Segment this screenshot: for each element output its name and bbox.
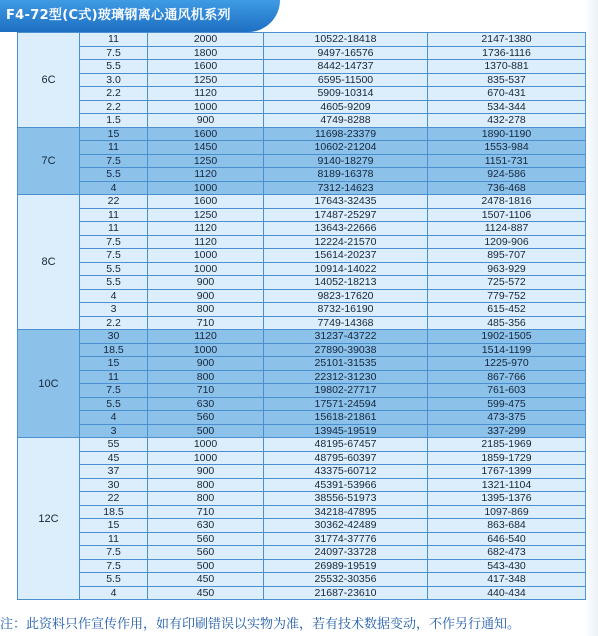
- airflow-cell: 25532-30356: [264, 573, 428, 587]
- speed-cell: 1000: [148, 343, 264, 357]
- table-row: [18, 289, 586, 303]
- pressure-cell: 337-299: [428, 424, 586, 438]
- pressure-cell: 2185-1969: [428, 438, 586, 452]
- speed-cell: 710: [148, 505, 264, 519]
- pressure-cell: 2147-1380: [428, 33, 586, 47]
- airflow-cell: 38556-51973: [264, 492, 428, 506]
- model-cell: 12C: [18, 438, 80, 600]
- pressure-cell: 615-452: [428, 303, 586, 317]
- pressure-cell: 646-540: [428, 532, 586, 546]
- power-cell: 11: [80, 33, 148, 47]
- speed-cell: 1000: [148, 249, 264, 263]
- table-row: [18, 316, 586, 330]
- pressure-cell: 543-430: [428, 559, 586, 573]
- power-cell: 5.5: [80, 168, 148, 182]
- speed-cell: 1250: [148, 73, 264, 87]
- table-row: [18, 154, 586, 168]
- pressure-cell: 1370-881: [428, 60, 586, 74]
- speed-cell: 1000: [148, 100, 264, 114]
- pressure-cell: 599-475: [428, 397, 586, 411]
- power-cell: 3: [80, 303, 148, 317]
- table-row: [18, 492, 586, 506]
- speed-cell: 800: [148, 478, 264, 492]
- airflow-cell: 26989-19519: [264, 559, 428, 573]
- speed-cell: 900: [148, 114, 264, 128]
- speed-cell: 560: [148, 546, 264, 560]
- pressure-cell: 1321-1104: [428, 478, 586, 492]
- pressure-cell: 863-684: [428, 519, 586, 533]
- speed-cell: 1120: [148, 222, 264, 236]
- table-row: [18, 235, 586, 249]
- power-cell: 30: [80, 478, 148, 492]
- airflow-cell: 22312-31230: [264, 370, 428, 384]
- table-row: [18, 397, 586, 411]
- table-row: [18, 208, 586, 222]
- speed-cell: 900: [148, 357, 264, 371]
- speed-cell: 1000: [148, 451, 264, 465]
- airflow-cell: 9497-16576: [264, 46, 428, 60]
- airflow-cell: 15614-20237: [264, 249, 428, 263]
- power-cell: 5.5: [80, 573, 148, 587]
- airflow-cell: 43375-60712: [264, 465, 428, 479]
- power-cell: 3: [80, 424, 148, 438]
- table-row: [18, 330, 586, 344]
- pressure-cell: 682-473: [428, 546, 586, 560]
- pressure-cell: 1767-1399: [428, 465, 586, 479]
- power-cell: 1.5: [80, 114, 148, 128]
- airflow-cell: 5909-10314: [264, 87, 428, 101]
- footnote: 注：此资料只作宣传作用，如有印刷错误以实物为准，若有技术数据变动，不作另行通知。: [0, 617, 521, 632]
- pressure-cell: 534-344: [428, 100, 586, 114]
- pressure-cell: 1553-984: [428, 141, 586, 155]
- pressure-cell: 417-348: [428, 573, 586, 587]
- pressure-cell: 761-603: [428, 384, 586, 398]
- table-row: [18, 411, 586, 425]
- speed-cell: 1600: [148, 60, 264, 74]
- airflow-cell: 48795-60397: [264, 451, 428, 465]
- title-tab: F4-72型(C式)玻璃钢离心通风机系列: [0, 0, 280, 32]
- airflow-cell: 31237-43722: [264, 330, 428, 344]
- table-row: [18, 451, 586, 465]
- airflow-cell: 30362-42489: [264, 519, 428, 533]
- pressure-cell: 1151-731: [428, 154, 586, 168]
- pressure-cell: 867-766: [428, 370, 586, 384]
- airflow-cell: 13945-19519: [264, 424, 428, 438]
- table-row: [18, 303, 586, 317]
- power-cell: 7.5: [80, 46, 148, 60]
- power-cell: 3.0: [80, 73, 148, 87]
- power-cell: 15: [80, 519, 148, 533]
- airflow-cell: 25101-31535: [264, 357, 428, 371]
- airflow-cell: 15618-21861: [264, 411, 428, 425]
- spec-table: [17, 32, 586, 600]
- table-row: [18, 87, 586, 101]
- power-cell: 2.2: [80, 316, 148, 330]
- power-cell: 11: [80, 222, 148, 236]
- pressure-cell: 670-431: [428, 87, 586, 101]
- speed-cell: 1000: [148, 438, 264, 452]
- speed-cell: 2000: [148, 33, 264, 47]
- speed-cell: 500: [148, 559, 264, 573]
- power-cell: 22: [80, 195, 148, 209]
- table-row: [18, 370, 586, 384]
- airflow-cell: 17571-24594: [264, 397, 428, 411]
- airflow-cell: 17643-32435: [264, 195, 428, 209]
- right-edge-shade: [584, 0, 598, 636]
- airflow-cell: 4749-8288: [264, 114, 428, 128]
- airflow-cell: 27890-39038: [264, 343, 428, 357]
- speed-cell: 630: [148, 519, 264, 533]
- table-row: [18, 114, 586, 128]
- model-cell: 8C: [18, 195, 80, 330]
- table-row: [18, 505, 586, 519]
- speed-cell: 1120: [148, 87, 264, 101]
- table-row: [18, 262, 586, 276]
- speed-cell: 710: [148, 316, 264, 330]
- speed-cell: 450: [148, 586, 264, 600]
- power-cell: 11: [80, 141, 148, 155]
- table-row: [18, 33, 586, 47]
- power-cell: 4: [80, 411, 148, 425]
- power-cell: 15: [80, 357, 148, 371]
- model-cell: 10C: [18, 330, 80, 438]
- airflow-cell: 8442-14737: [264, 60, 428, 74]
- power-cell: 7.5: [80, 384, 148, 398]
- airflow-cell: 24097-33728: [264, 546, 428, 560]
- speed-cell: 900: [148, 289, 264, 303]
- power-cell: 4: [80, 181, 148, 195]
- table-row: [18, 532, 586, 546]
- pressure-cell: 1124-887: [428, 222, 586, 236]
- table-row: [18, 424, 586, 438]
- power-cell: 2.2: [80, 87, 148, 101]
- airflow-cell: 8732-16190: [264, 303, 428, 317]
- table-row: [18, 141, 586, 155]
- airflow-cell: 31774-37776: [264, 532, 428, 546]
- pressure-cell: 963-929: [428, 262, 586, 276]
- table-row: [18, 357, 586, 371]
- table-row: [18, 586, 586, 600]
- speed-cell: 800: [148, 370, 264, 384]
- pressure-cell: 725-572: [428, 276, 586, 290]
- speed-cell: 630: [148, 397, 264, 411]
- power-cell: 37: [80, 465, 148, 479]
- speed-cell: 1000: [148, 262, 264, 276]
- airflow-cell: 7749-14368: [264, 316, 428, 330]
- speed-cell: 1600: [148, 127, 264, 141]
- power-cell: 45: [80, 451, 148, 465]
- speed-cell: 900: [148, 465, 264, 479]
- pressure-cell: 924-586: [428, 168, 586, 182]
- speed-cell: 1250: [148, 208, 264, 222]
- speed-cell: 1800: [148, 46, 264, 60]
- speed-cell: 1120: [148, 235, 264, 249]
- table-row: [18, 343, 586, 357]
- spec-table-body: [18, 33, 586, 600]
- pressure-cell: 432-278: [428, 114, 586, 128]
- table-row: [18, 222, 586, 236]
- table-row: [18, 465, 586, 479]
- airflow-cell: 10522-18418: [264, 33, 428, 47]
- pressure-cell: 736-468: [428, 181, 586, 195]
- power-cell: 5.5: [80, 276, 148, 290]
- power-cell: 22: [80, 492, 148, 506]
- pressure-cell: 440-434: [428, 586, 586, 600]
- power-cell: 18.5: [80, 343, 148, 357]
- table-row: [18, 276, 586, 290]
- model-cell: 6C: [18, 33, 80, 128]
- speed-cell: 710: [148, 384, 264, 398]
- airflow-cell: 14052-18213: [264, 276, 428, 290]
- pressure-cell: 1395-1376: [428, 492, 586, 506]
- table-row: [18, 559, 586, 573]
- pressure-cell: 1736-1116: [428, 46, 586, 60]
- power-cell: 15: [80, 127, 148, 141]
- speed-cell: 1000: [148, 181, 264, 195]
- airflow-cell: 10602-21204: [264, 141, 428, 155]
- airflow-cell: 9140-18279: [264, 154, 428, 168]
- power-cell: 5.5: [80, 262, 148, 276]
- table-row: [18, 46, 586, 60]
- speed-cell: 500: [148, 424, 264, 438]
- speed-cell: 1120: [148, 330, 264, 344]
- power-cell: 11: [80, 208, 148, 222]
- airflow-cell: 4605-9209: [264, 100, 428, 114]
- speed-cell: 1600: [148, 195, 264, 209]
- speed-cell: 800: [148, 492, 264, 506]
- pressure-cell: 1514-1199: [428, 343, 586, 357]
- pressure-cell: 1225-970: [428, 357, 586, 371]
- airflow-cell: 17487-25297: [264, 208, 428, 222]
- airflow-cell: 21687-23610: [264, 586, 428, 600]
- table-row: [18, 73, 586, 87]
- table-row: [18, 546, 586, 560]
- power-cell: 7.5: [80, 249, 148, 263]
- power-cell: 5.5: [80, 397, 148, 411]
- table-row: [18, 195, 586, 209]
- power-cell: 11: [80, 532, 148, 546]
- pressure-cell: 1097-869: [428, 505, 586, 519]
- pressure-cell: 779-752: [428, 289, 586, 303]
- speed-cell: 1250: [148, 154, 264, 168]
- pressure-cell: 1209-906: [428, 235, 586, 249]
- table-row: [18, 181, 586, 195]
- airflow-cell: 45391-53966: [264, 478, 428, 492]
- table-row: [18, 384, 586, 398]
- power-cell: 5.5: [80, 60, 148, 74]
- airflow-cell: 6595-11500: [264, 73, 428, 87]
- speed-cell: 900: [148, 276, 264, 290]
- airflow-cell: 8189-16378: [264, 168, 428, 182]
- airflow-cell: 19802-27717: [264, 384, 428, 398]
- table-row: [18, 519, 586, 533]
- power-cell: 7.5: [80, 154, 148, 168]
- table-row: [18, 168, 586, 182]
- pressure-cell: 1890-1190: [428, 127, 586, 141]
- power-cell: 4: [80, 289, 148, 303]
- airflow-cell: 12224-21570: [264, 235, 428, 249]
- table-row: [18, 438, 586, 452]
- table-row: [18, 478, 586, 492]
- airflow-cell: 48195-67457: [264, 438, 428, 452]
- power-cell: 55: [80, 438, 148, 452]
- model-cell: 7C: [18, 127, 80, 195]
- power-cell: 4: [80, 586, 148, 600]
- pressure-cell: 1902-1505: [428, 330, 586, 344]
- table-row: [18, 60, 586, 74]
- speed-cell: 450: [148, 573, 264, 587]
- table-row: [18, 249, 586, 263]
- table-row: [18, 573, 586, 587]
- power-cell: 30: [80, 330, 148, 344]
- speed-cell: 800: [148, 303, 264, 317]
- table-row: [18, 100, 586, 114]
- pressure-cell: 1859-1729: [428, 451, 586, 465]
- airflow-cell: 7312-14623: [264, 181, 428, 195]
- table-row: [18, 127, 586, 141]
- pressure-cell: 895-707: [428, 249, 586, 263]
- power-cell: 2.2: [80, 100, 148, 114]
- airflow-cell: 10914-14022: [264, 262, 428, 276]
- pressure-cell: 485-356: [428, 316, 586, 330]
- power-cell: 7.5: [80, 235, 148, 249]
- power-cell: 18.5: [80, 505, 148, 519]
- pressure-cell: 1507-1106: [428, 208, 586, 222]
- power-cell: 11: [80, 370, 148, 384]
- speed-cell: 560: [148, 532, 264, 546]
- power-cell: 7.5: [80, 546, 148, 560]
- airflow-cell: 9823-17620: [264, 289, 428, 303]
- power-cell: 7.5: [80, 559, 148, 573]
- airflow-cell: 11698-23379: [264, 127, 428, 141]
- airflow-cell: 34218-47895: [264, 505, 428, 519]
- speed-cell: 1450: [148, 141, 264, 155]
- pressure-cell: 473-375: [428, 411, 586, 425]
- speed-cell: 1120: [148, 168, 264, 182]
- speed-cell: 560: [148, 411, 264, 425]
- airflow-cell: 13643-22666: [264, 222, 428, 236]
- pressure-cell: 835-537: [428, 73, 586, 87]
- pressure-cell: 2478-1816: [428, 195, 586, 209]
